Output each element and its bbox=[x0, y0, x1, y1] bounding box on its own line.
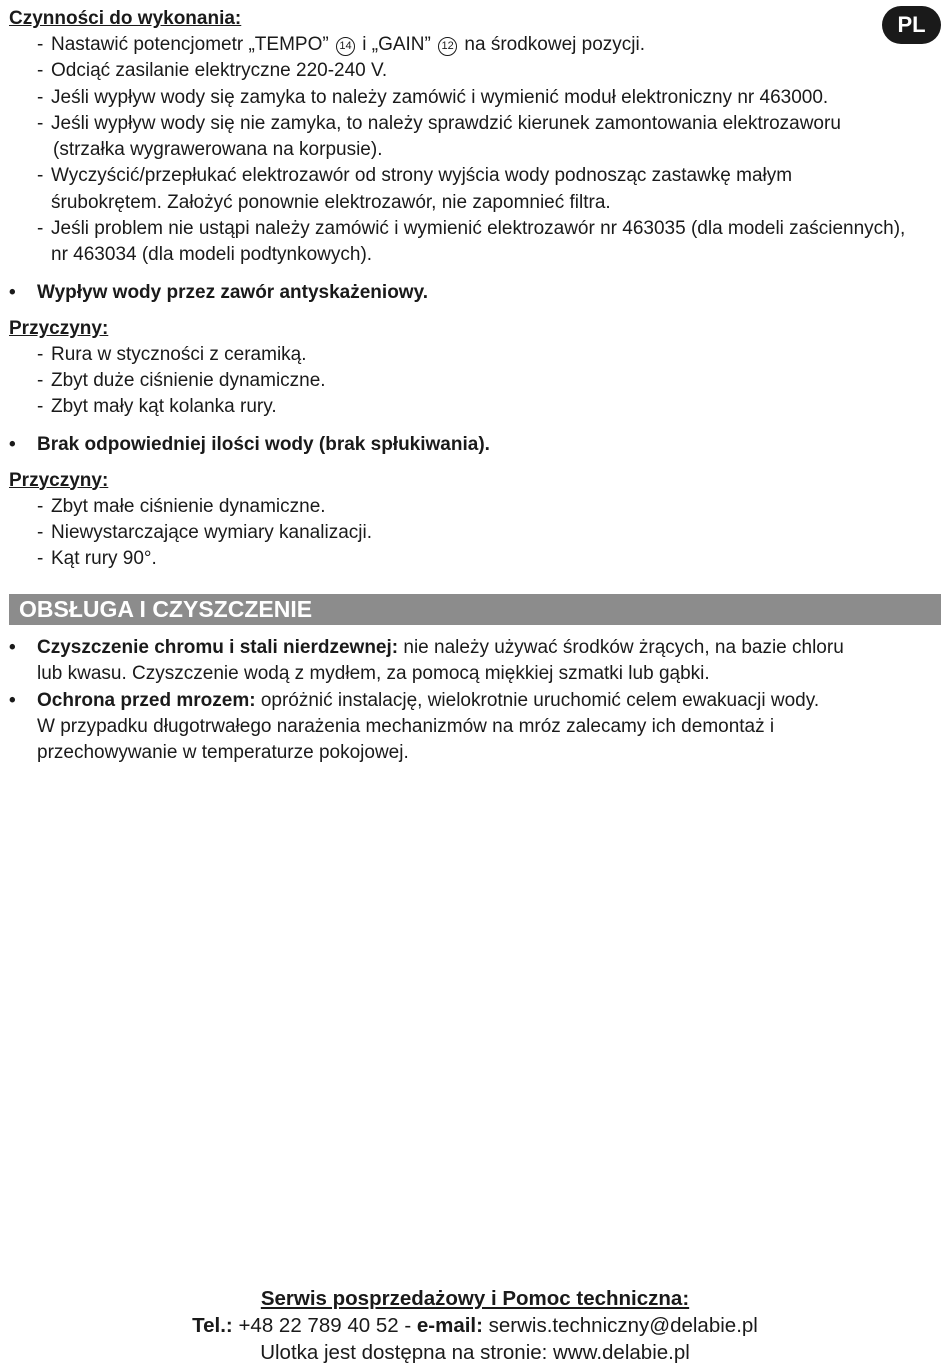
language-badge: PL bbox=[882, 6, 941, 44]
list-item bbox=[37, 394, 941, 420]
item-text: Zbyt mały kąt kolanka rury. bbox=[51, 396, 277, 418]
section-title-bar: OBSŁUGA I CZYSZCZENIE bbox=[9, 594, 941, 625]
item-text: i „GAIN” bbox=[362, 34, 431, 55]
paragraph-text: lub kwasu. Czyszczenie wodą z mydłem, za pomocą miękkiej szmatki lub gąbki. bbox=[37, 663, 710, 685]
actions-list bbox=[9, 32, 941, 269]
paragraph-lead: Czyszczenie chromu i stali nierdzewnej: bbox=[37, 637, 399, 658]
item-text: Kąt rury 90°. bbox=[51, 548, 157, 570]
service-heading: Serwis posprzedażowy i Pomoc techniczna: bbox=[260, 1287, 690, 1310]
paragraph-text: opróżnić instalację, wielokrotnie uruchomić celem ewakuacji wody. bbox=[255, 689, 820, 711]
item-text: Zbyt duże ciśnienie dynamiczne. bbox=[51, 369, 326, 391]
item-text: - Jeśli problem nie ustąpi należy zamówić i wymienić elektrozawór nr 463035 (dla modeli zaściennych), bbox=[51, 218, 906, 240]
item-text: Jeśli wypływ wody się zamyka to należy zamówić i wymienić moduł elektroniczny nr 463000. bbox=[51, 86, 829, 108]
contact-line bbox=[0, 1312, 950, 1339]
tel-number: +48 22 789 40 52 - bbox=[232, 1314, 417, 1337]
list-item bbox=[37, 163, 941, 216]
list-item bbox=[37, 85, 941, 111]
email-address[interactable]: serwis.techniczny@delabie.pl bbox=[482, 1314, 758, 1337]
causes-list bbox=[9, 494, 941, 573]
list-item bbox=[37, 546, 941, 572]
causes-heading: Przyczyny: bbox=[9, 469, 109, 491]
item-text: Zbyt małe ciśnienie dynamiczne. bbox=[51, 495, 326, 517]
list-item bbox=[37, 111, 941, 164]
list-item bbox=[37, 32, 941, 58]
item-text: Odciąć zasilanie elektryczne 220-240 V. bbox=[51, 60, 388, 82]
causes-list bbox=[9, 342, 941, 421]
actions-heading: Czynności do wykonania: bbox=[9, 8, 242, 29]
maintenance-section bbox=[9, 635, 941, 766]
maintenance-paragraph bbox=[9, 635, 941, 688]
paragraph-text: nie należy używać środków żrących, na bazie chloru bbox=[398, 637, 844, 658]
paragraph-text: W przypadku długotrwałego narażenia mechanizmów na mróz zalecamy ich demontaż i bbox=[37, 715, 775, 737]
list-item bbox=[37, 494, 941, 520]
item-text: (strzałka wygrawerowana na korpusie). bbox=[53, 139, 383, 161]
item-text: - Jeśli wypływ wody się nie zamyka, to należy sprawdzić kierunek zamontowania elektrozaworu bbox=[51, 112, 841, 134]
item-text: Niewystarczające wymiary kanalizacji. bbox=[51, 521, 372, 543]
paragraph-lead: Ochrona przed mrozem: bbox=[37, 689, 256, 711]
item-text: na środkowej pozycji. bbox=[464, 34, 646, 55]
item-text: Rura w styczności z ceramiką. bbox=[51, 343, 307, 365]
list-item bbox=[37, 216, 941, 269]
service-footer bbox=[0, 1285, 950, 1366]
email-label: e-mail: bbox=[416, 1314, 483, 1337]
troubleshooting-section bbox=[9, 6, 941, 572]
causes-heading: Przyczyny: bbox=[9, 317, 109, 339]
list-item bbox=[37, 520, 941, 546]
issue-title: • Wypływ wody przez zawór antyskażeniowy. bbox=[9, 280, 941, 306]
maintenance-paragraph bbox=[9, 688, 941, 767]
leaflet-line: Ulotka jest dostępna na stronie: www.delabie.pl bbox=[260, 1341, 690, 1364]
item-text: śrubokrętem. Założyć ponownie elektrozawór, nie zapomnieć filtra. bbox=[51, 191, 611, 213]
list-item bbox=[37, 368, 941, 394]
item-text: nr 463034 (dla modeli podtynkowych). bbox=[51, 244, 373, 266]
issue-title: • Brak odpowiedniej ilości wody (brak spłukiwania). bbox=[9, 432, 941, 458]
item-text: Nastawić potencjometr „TEMPO” bbox=[51, 34, 329, 55]
gain-reference-marker: 12 bbox=[438, 37, 457, 56]
tempo-reference-marker: 14 bbox=[336, 37, 355, 56]
list-item bbox=[37, 58, 941, 84]
tel-label: Tel.: bbox=[192, 1314, 233, 1337]
item-text: - Wyczyścić/przepłukać elektrozawór od strony wyjścia wody podnosząc zastawkę małym bbox=[51, 165, 793, 187]
list-item bbox=[37, 342, 941, 368]
paragraph-text: przechowywanie w temperaturze pokojowej. bbox=[37, 742, 409, 764]
